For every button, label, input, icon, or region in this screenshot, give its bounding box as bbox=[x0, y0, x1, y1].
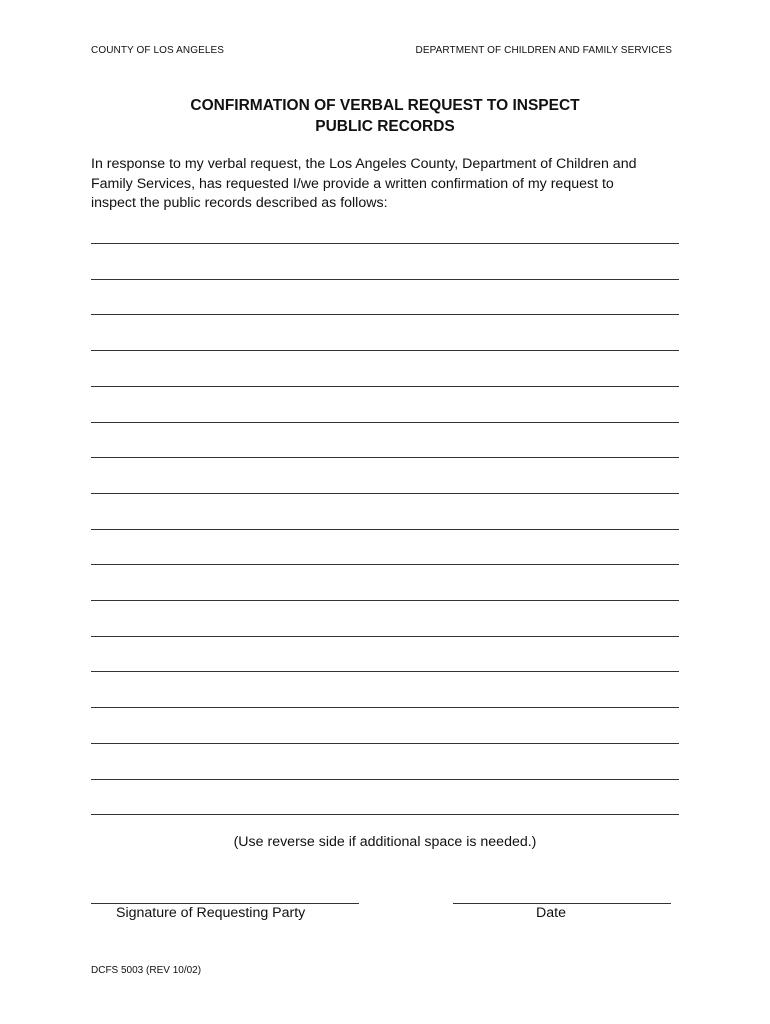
blank-line[interactable] bbox=[91, 564, 679, 565]
blank-line[interactable] bbox=[91, 422, 679, 423]
reverse-side-note: (Use reverse side if additional space is needed.) bbox=[233, 834, 537, 850]
blank-line[interactable] bbox=[91, 600, 679, 601]
intro-line-3: inspect the public records described as follows: bbox=[91, 195, 388, 211]
intro-paragraph bbox=[91, 155, 691, 214]
date-line[interactable] bbox=[453, 903, 671, 904]
intro-line-1: In response to my verbal request, the Los Angeles County, Department of Children and bbox=[91, 156, 637, 172]
form-title-line-2: PUBLIC RECORDS bbox=[315, 118, 455, 135]
blank-line[interactable] bbox=[91, 314, 679, 315]
blank-line[interactable] bbox=[91, 779, 679, 780]
form-title bbox=[0, 95, 770, 137]
blank-line[interactable] bbox=[91, 707, 679, 708]
blank-line[interactable] bbox=[91, 493, 679, 494]
blank-line[interactable] bbox=[91, 350, 679, 351]
signature-label: Signature of Requesting Party bbox=[116, 905, 306, 921]
signature-line[interactable] bbox=[91, 903, 359, 904]
blank-line[interactable] bbox=[91, 671, 679, 672]
blank-line[interactable] bbox=[91, 529, 679, 530]
header-department: DEPARTMENT OF CHILDREN AND FAMILY SERVICES bbox=[415, 45, 672, 56]
date-label: Date bbox=[536, 905, 566, 921]
blank-line[interactable] bbox=[91, 636, 679, 637]
header-county: COUNTY OF LOS ANGELES bbox=[91, 45, 225, 56]
form-number: DCFS 5003 (REV 10/02) bbox=[91, 965, 202, 976]
form-title-line-1: CONFIRMATION OF VERBAL REQUEST TO INSPECT bbox=[190, 97, 580, 114]
blank-line[interactable] bbox=[91, 814, 679, 815]
blank-line[interactable] bbox=[91, 243, 679, 244]
blank-line[interactable] bbox=[91, 457, 679, 458]
blank-line[interactable] bbox=[91, 279, 679, 280]
blank-line[interactable] bbox=[91, 743, 679, 744]
intro-line-2: Family Services, has requested I/we provide a written confirmation of my request to bbox=[91, 175, 614, 192]
blank-line[interactable] bbox=[91, 386, 679, 387]
